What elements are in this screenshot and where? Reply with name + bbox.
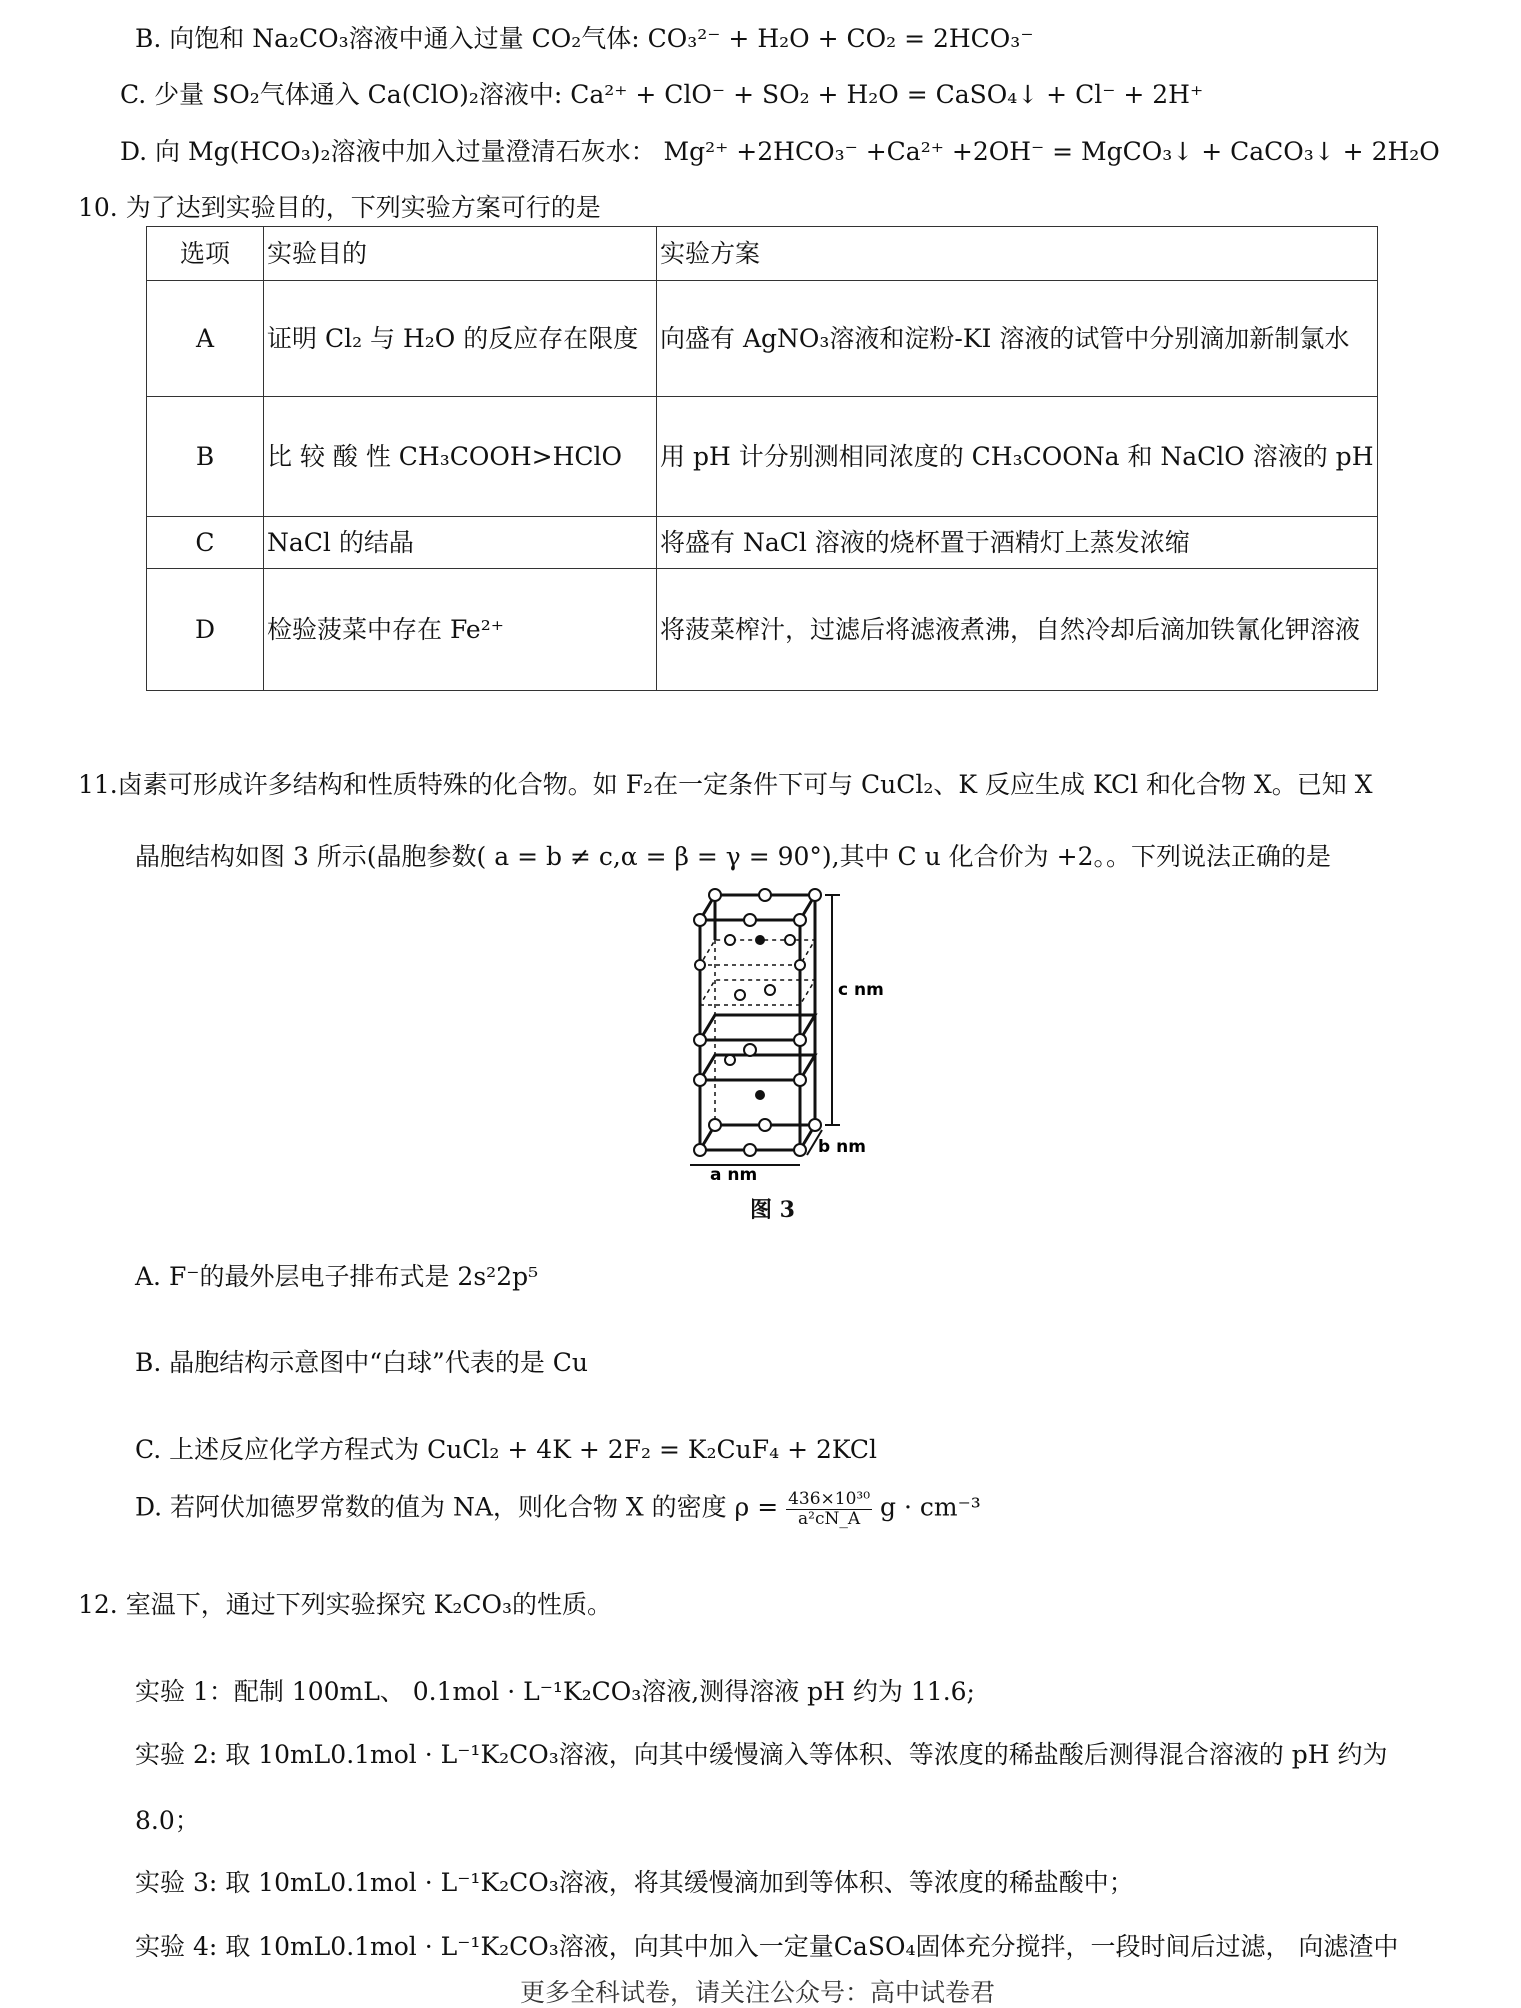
q11-option-a: A. F⁻的最外层电子排布式是 2s²2p⁵ (135, 1262, 539, 1291)
q11-option-d (135, 1490, 981, 1528)
row-goal: 证明 Cl₂ 与 H₂O 的反应存在限度 (264, 281, 657, 397)
table-row (147, 397, 1378, 517)
q11-option-b: B. 晶胞结构示意图中“白球”代表的是 Cu (135, 1348, 589, 1377)
header-goal: 实验目的 (264, 227, 657, 281)
fraction-denominator: a²cN_A (798, 1508, 861, 1529)
q12-exp3: 实验 3: 取 10mL0.1mol · L⁻¹K₂CO₃溶液，将其缓慢滴加到等体积、等浓度的稀盐酸中； (135, 1868, 1134, 1897)
row-goal: 检验菠菜中存在 Fe²⁺ (264, 569, 657, 691)
header-plan: 实验方案 (657, 227, 1378, 281)
row-option: D (147, 569, 264, 691)
row-option: B (147, 397, 264, 517)
q11-option-d-text: D. 若阿伏加德罗常数的值为 NA，则化合物 X 的密度 ρ = (135, 1492, 779, 1522)
footer-note: 更多全科试卷，请关注公众号：高中试卷君 (520, 1978, 996, 2007)
label-a-axis: a nm (710, 1165, 758, 1185)
table-row (147, 281, 1378, 397)
table-row (147, 517, 1378, 569)
q12-exp2-cont: 8.0； (135, 1806, 200, 1835)
q12-exp2: 实验 2: 取 10mL0.1mol · L⁻¹K₂CO₃溶液，向其中缓慢滴入等体积、等浓度的稀盐酸后测得混合溶液的 pH 约为 (135, 1740, 1388, 1769)
row-plan: 用 pH 计分别测相同浓度的 CH₃COONa 和 NaClO 溶液的 pH (657, 397, 1378, 517)
density-unit: g · cm⁻³ (880, 1492, 981, 1522)
q11-stem-line2: 晶胞结构如图 3 所示(晶胞参数( a = b ≠ c,α = β = γ = 90°),其中 C u 化合价为 +2。。下列说法正确的是 (135, 842, 1331, 871)
q12-exp4: 实验 4: 取 10mL0.1mol · L⁻¹K₂CO₃溶液，向其中加入一定量CaSO₄固体充分搅拌，一段时间后过滤， 向滤渣中 (135, 1932, 1399, 1961)
row-goal: 比 较 酸 性 CH₃COOH>HClO (264, 397, 657, 517)
row-plan: 将盛有 NaCl 溶液的烧杯置于酒精灯上蒸发浓缩 (657, 517, 1378, 569)
q11-stem-line1: 11.卤素可形成许多结构和性质特殊的化合物。如 F₂在一定条件下可与 CuCl₂、K 反应生成 KCl 和化合物 X。已知 X (78, 770, 1373, 799)
table-row (147, 569, 1378, 691)
q9-option-c: C. 少量 SO₂气体通入 Ca(ClO)₂溶液中: Ca²⁺ + ClO⁻ + SO₂ + H₂O = CaSO₄↓ + Cl⁻ + 2H⁺ (120, 80, 1204, 109)
q9-option-b: B. 向饱和 Na₂CO₃溶液中通入过量 CO₂气体: CO₃²⁻ + H₂O + CO₂ = 2HCO₃⁻ (135, 24, 1034, 53)
density-fraction (786, 1490, 872, 1528)
table-header-row (147, 227, 1378, 281)
header-option: 选项 (147, 227, 264, 281)
q12-stem: 12. 室温下，通过下列实验探究 K₂CO₃的性质。 (78, 1590, 612, 1619)
fraction-numerator: 436×10³⁰ (788, 1489, 871, 1509)
figure-caption: 图 3 (750, 1197, 795, 1223)
q12-exp1: 实验 1：配制 100mL、 0.1mol · L⁻¹K₂CO₃溶液,测得溶液 pH 约为 11.6; (135, 1677, 975, 1706)
crystal-cell-figure (670, 880, 930, 1210)
row-option: A (147, 281, 264, 397)
q10-table (146, 226, 1378, 691)
q9-option-d: D. 向 Mg(HCO₃)₂溶液中加入过量澄清石灰水： Mg²⁺ +2HCO₃⁻ +Ca²⁺ +2OH⁻ = MgCO₃↓ + CaCO₃↓ + 2H₂O (120, 137, 1440, 166)
row-plan: 将菠菜榨汁，过滤后将滤液煮沸，自然冷却后滴加铁氰化钾溶液 (657, 569, 1378, 691)
label-b-axis: b nm (818, 1137, 866, 1157)
label-c-axis: c nm (838, 980, 884, 1000)
q11-option-c: C. 上述反应化学方程式为 CuCl₂ + 4K + 2F₂ = K₂CuF₄ + 2KCl (135, 1435, 878, 1464)
row-option: C (147, 517, 264, 569)
row-plan: 向盛有 AgNO₃溶液和淀粉-KI 溶液的试管中分别滴加新制氯水 (657, 281, 1378, 397)
row-goal: NaCl 的结晶 (264, 517, 657, 569)
crystal-cell-diagram (670, 880, 930, 1210)
q10-stem: 10. 为了达到实验目的，下列实验方案可行的是 (78, 193, 601, 222)
